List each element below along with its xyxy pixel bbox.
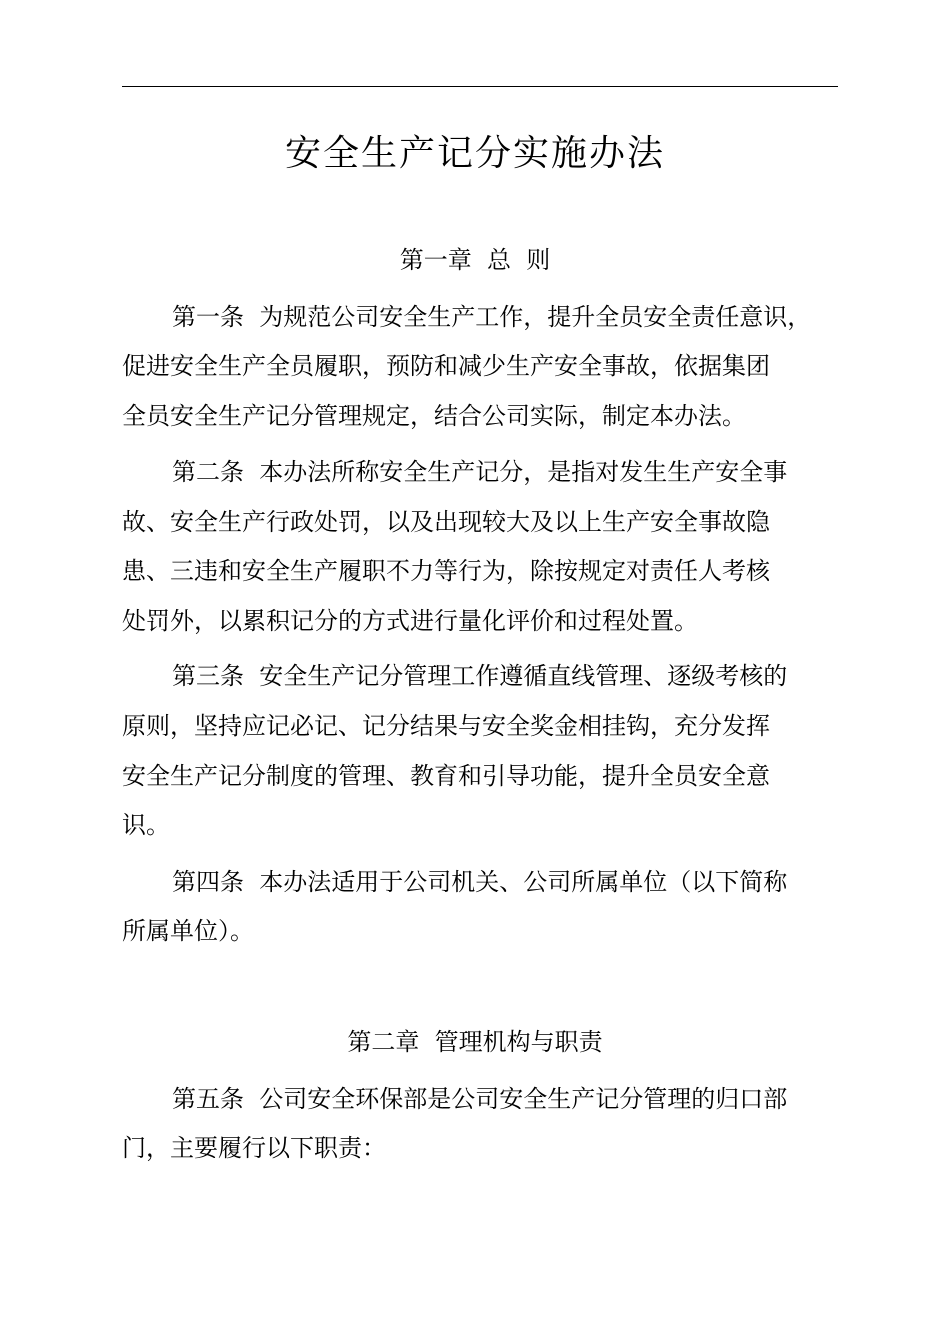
article-line: 患、三违和安全生产履职不力等行为，除按规定对责任人考核: [122, 557, 770, 585]
article-line: 处罚外，以累积记分的方式进行量化评价和过程处置。: [122, 607, 698, 635]
document-title: 安全生产记分实施办法: [284, 133, 665, 174]
article-line: 促进安全生产全员履职，预防和减少生产安全事故，依据集团: [122, 352, 770, 380]
article-line: 故、安全生产行政处罚，以及出现较大及以上生产安全事故隐: [122, 508, 770, 536]
article-line: 原则，坚持应记必记、记分结果与安全奖金相挂钩，充分发挥: [122, 712, 770, 740]
article-line: 第三条 安全生产记分管理工作遵循直线管理、逐级考核的: [172, 662, 788, 690]
article-line: 第五条 公司安全环保部是公司安全生产记分管理的归口部: [172, 1085, 788, 1113]
article-line: 第一条 为规范公司安全生产工作，提升全员安全责任意识，: [172, 303, 812, 331]
chapter-heading: 第二章 管理机构与职责: [347, 1028, 603, 1056]
article-line: 识。: [122, 811, 170, 839]
chapter-heading: 第一章 总 则: [399, 246, 551, 274]
header-rule: [122, 86, 838, 87]
article-line: 第四条 本办法适用于公司机关、公司所属单位（以下简称: [172, 868, 788, 896]
article-line: 所属单位）。: [122, 917, 254, 945]
article-line: 门，主要履行以下职责：: [122, 1134, 386, 1162]
article-line: 第二条 本办法所称安全生产记分，是指对发生生产安全事: [172, 458, 788, 486]
article-line: 全员安全生产记分管理规定，结合公司实际，制定本办法。: [122, 402, 746, 430]
article-line: 安全生产记分制度的管理、教育和引导功能，提升全员安全意: [122, 762, 770, 790]
